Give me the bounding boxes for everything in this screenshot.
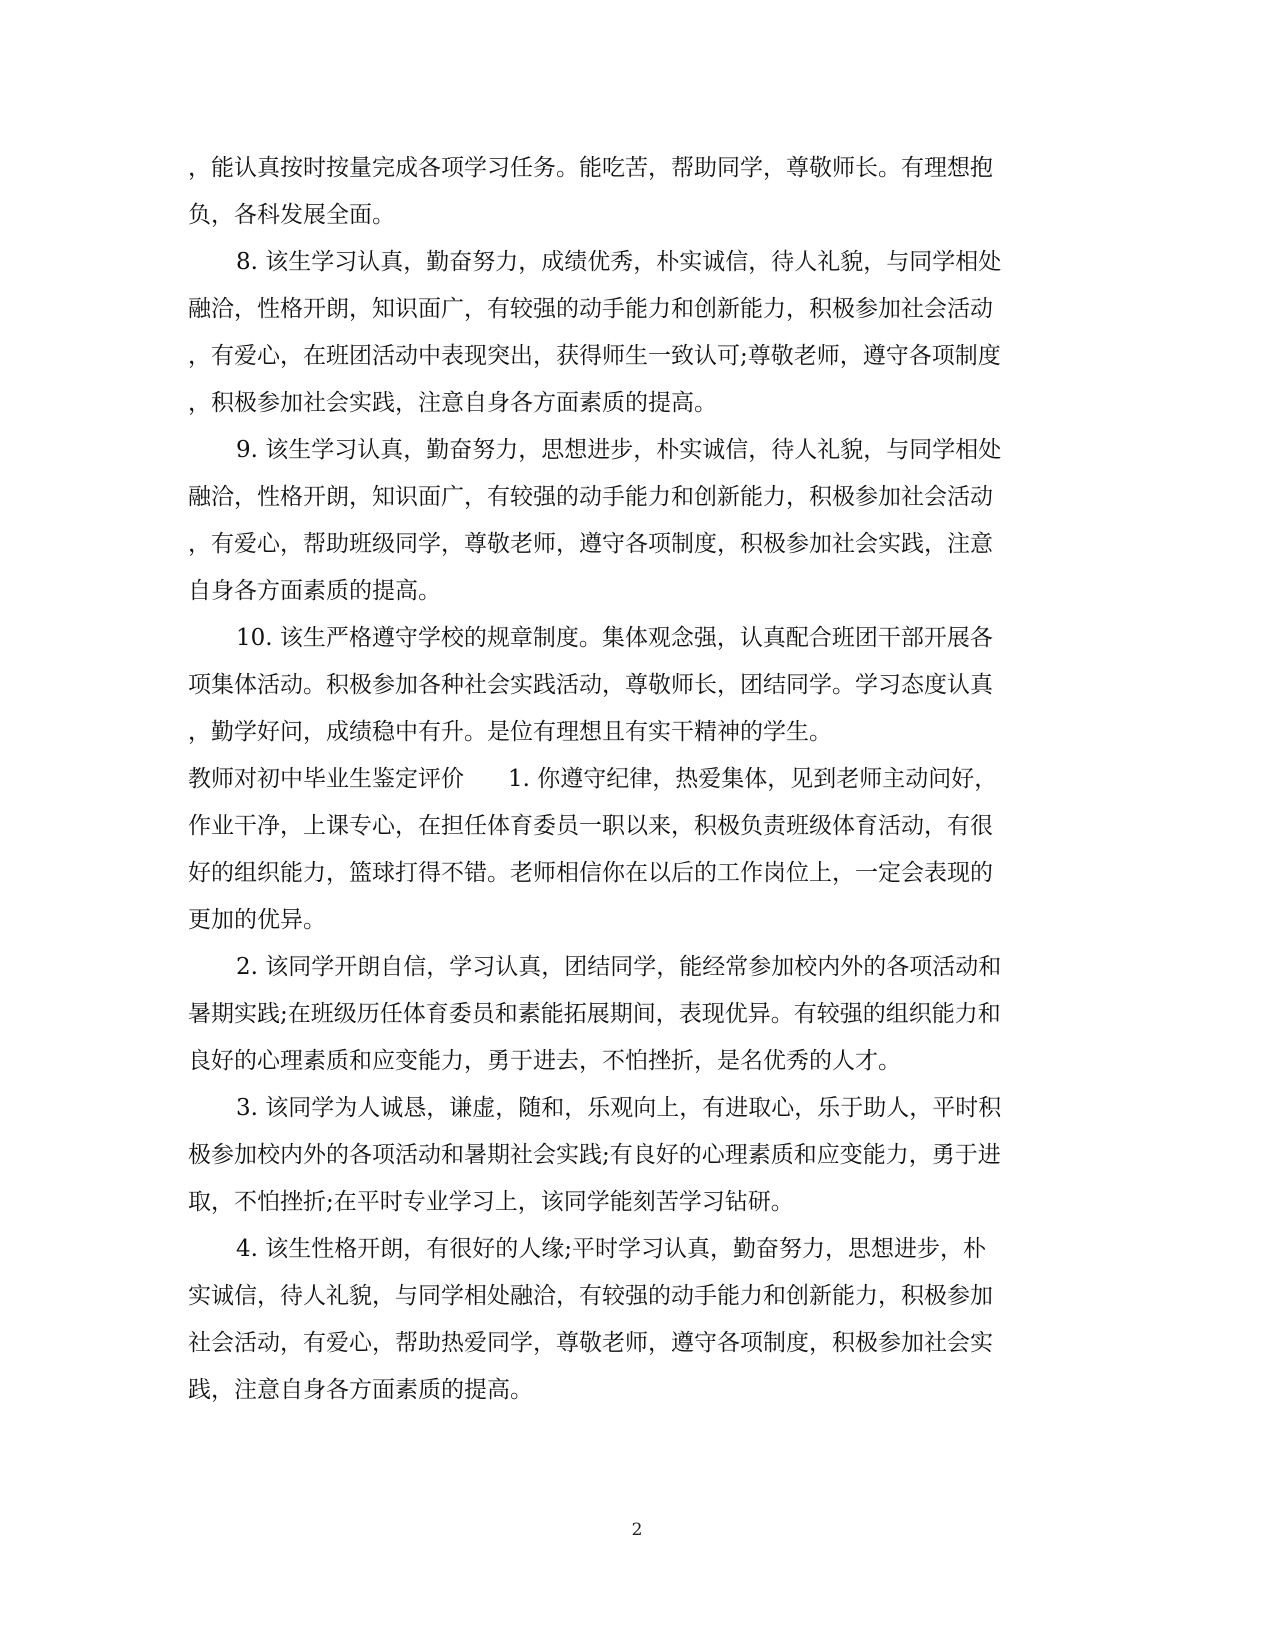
section-heading-line — [188, 764, 997, 794]
text-line: 践，注意自身各方面素质的提高。 — [188, 1377, 533, 1403]
text-line: 良好的心理素质和应变能力，勇于进去，不怕挫折，是名优秀的人才。 — [188, 1048, 901, 1074]
item-4-start: 4. 该生性格开朗，有很好的人缘;平时学习认真，勤奋努力，思想进步，朴 — [236, 1236, 987, 1262]
text-line: 实诚信，待人礼貌，与同学相处融洽，有较强的动手能力和创新能力，积极参加 — [188, 1283, 993, 1309]
text-line: 作业干净，上课专心，在担任体育委员一职以来，积极负责班级体育活动，有很 — [188, 813, 993, 839]
section-heading: 教师对初中毕业生鉴定评价 — [188, 766, 464, 792]
text-line: 融洽，性格开朗，知识面广，有较强的动手能力和创新能力，积极参加社会活动 — [188, 484, 993, 510]
text-line: ，积极参加社会实践，注意自身各方面素质的提高。 — [188, 390, 717, 416]
item-8-start: 8. 该生学习认真，勤奋努力，成绩优秀，朴实诚信，待人礼貌，与同学相处 — [236, 249, 1002, 275]
item-2-start: 2. 该同学开朗自信，学习认真，团结同学，能经常参加校内外的各项活动和 — [236, 954, 1002, 980]
text-line: 项集体活动。积极参加各种社会实践活动，尊敬师长，团结同学。学习态度认真 — [188, 672, 993, 698]
text-line: ，勤学好问，成绩稳中有升。是位有理想且有实干精神的学生。 — [188, 719, 832, 745]
text-line: 负，各科发展全面。 — [188, 202, 395, 228]
text-line: 极参加校内外的各项活动和暑期社会实践;有良好的心理素质和应变能力，勇于进 — [188, 1142, 1001, 1168]
item-10-start: 10. 该生严格遵守学校的规章制度。集体观念强，认真配合班团干部开展各 — [236, 625, 993, 651]
text-line: ，有爱心，在班团活动中表现突出，获得师生一致认可;尊敬老师，遵守各项制度 — [188, 343, 1001, 369]
text-line: 融洽，性格开朗，知识面广，有较强的动手能力和创新能力，积极参加社会活动 — [188, 296, 993, 322]
text-line: 好的组织能力，篮球打得不错。老师相信你在以后的工作岗位上，一定会表现的 — [188, 860, 993, 886]
item-1-start: 1. 你遵守纪律，热爱集体，见到老师主动问好， — [508, 766, 998, 792]
text-line: 社会活动，有爱心，帮助热爱同学，尊敬老师，遵守各项制度，积极参加社会实 — [188, 1330, 993, 1356]
text-line: 自身各方面素质的提高。 — [188, 578, 441, 604]
item-9-start: 9. 该生学习认真，勤奋努力，思想进步，朴实诚信，待人礼貌，与同学相处 — [236, 437, 1002, 463]
text-line: 更加的优异。 — [188, 907, 326, 933]
page-number: 2 — [631, 1520, 643, 1540]
text-line: 暑期实践;在班级历任体育委员和素能拓展期间，表现优异。有较强的组织能力和 — [188, 1001, 1001, 1027]
item-3-start: 3. 该同学为人诚恳，谦虚，随和，乐观向上，有进取心，乐于助人，平时积 — [236, 1095, 1002, 1121]
text-line: ，有爱心，帮助班级同学，尊敬老师，遵守各项制度，积极参加社会实践，注意 — [188, 531, 993, 557]
text-line: 取，不怕挫折;在平时专业学习上，该同学能刻苦学习钻研。 — [188, 1189, 794, 1215]
text-line: ，能认真按时按量完成各项学习任务。能吃苦，帮助同学，尊敬师长。有理想抱 — [188, 155, 993, 181]
